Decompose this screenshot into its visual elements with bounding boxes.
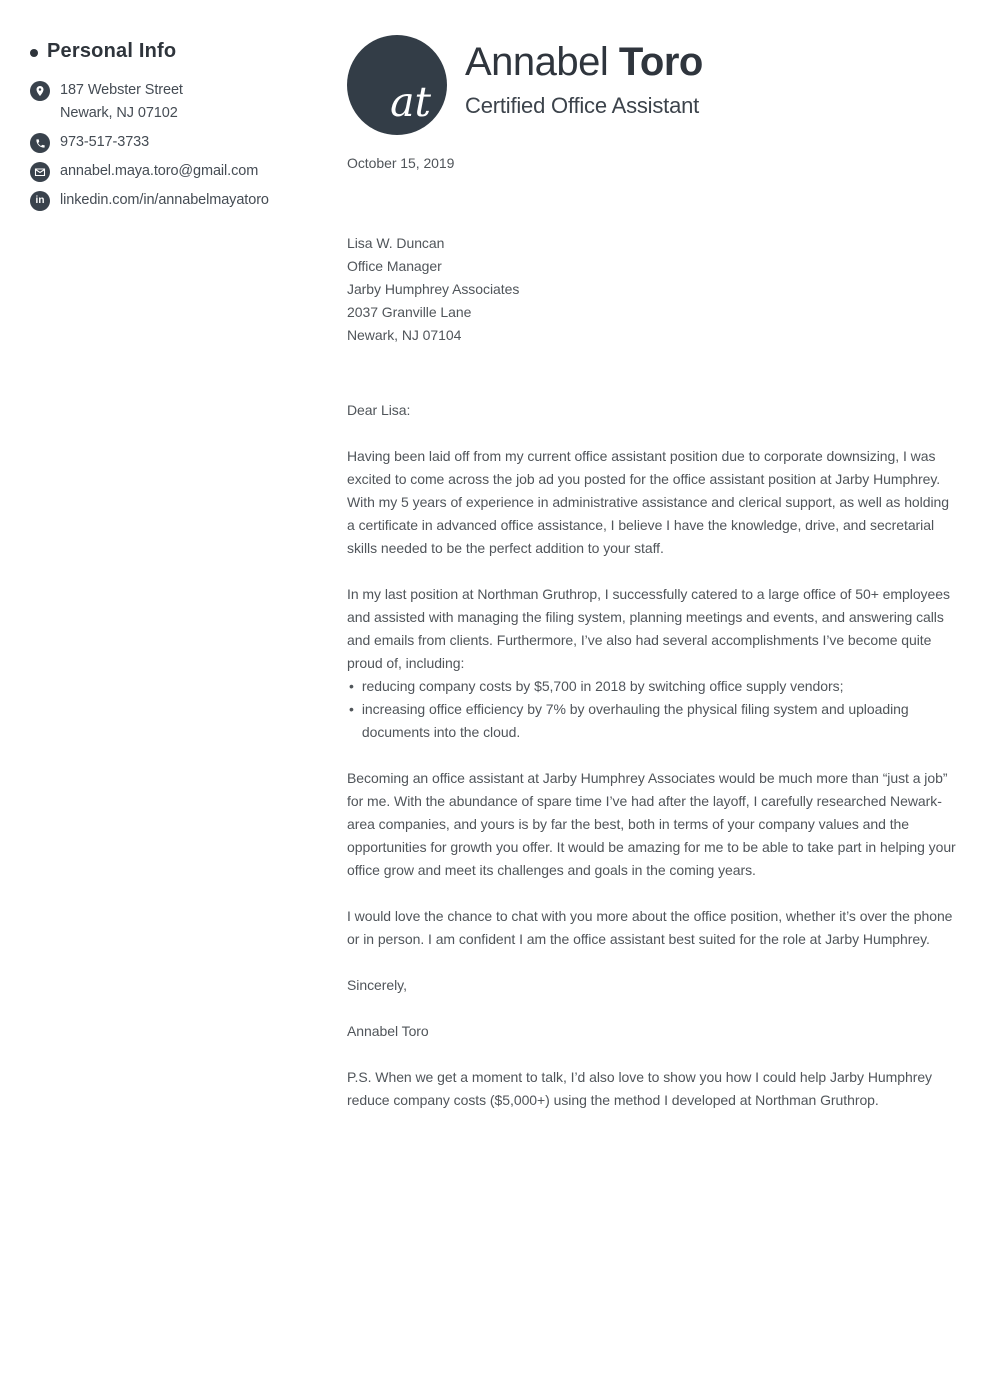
paragraph-experience: In my last position at Northman Gruthrop, I successfully catered to a large office of 50+ employees and assisted with managing the filing system, planning meetings and events, and answering calls and emails from clients. Furthermore, I’ve also had several accomplishments I’ve become quite proud of, including: [347,586,950,671]
bullet-cost-saving: reducing company costs by $5,700 in 2018 by switching office supply vendors; [361,678,844,694]
paragraph-motivation: Becoming an office assistant at Jarby Humphrey Associates would be much more than “just a job” for me. With the abundance of spare time I’ve had after the layoff, I carefully researched Newark-area companies, and yours is by far the best, both in terms of your company values and the opportunities for growth you offer. It would be amazing for me to be able to take part in helping your office grow and meet its challenges and goals in the coming years. [347,770,956,878]
recipient-company: Jarby Humphrey Associates [347,281,520,297]
address-line-2: Newark, NJ 07102 [60,105,178,121]
contact-linkedin [30,189,325,212]
email-text: annabel.maya.toro@gmail.com [60,163,259,179]
person-name [465,40,985,84]
bullet-icon: • [349,678,354,694]
accomplishments-list [347,675,957,744]
linkedin-icon: in [30,191,50,211]
location-icon [30,81,50,101]
linkedin-text: linkedin.com/in/annabelmayatoro [60,192,269,208]
section-bullet-icon [30,49,38,57]
postscript: P.S. When we get a moment to talk, I’d also love to show you how I could help Jarby Humphrey reduce company costs ($5,000+) using the method I developed at Northman Gruthrop. [347,1069,933,1108]
bullet-efficiency: increasing office efficiency by 7% by overhauling the physical filing system and uploading documents into the cloud. [361,701,909,740]
closing: Sincerely, [347,977,407,993]
list-item [347,675,957,698]
contact-address [30,79,325,125]
letter-body [347,152,957,1135]
name-block [465,40,985,119]
job-title: Certified Office Assistant [465,93,700,118]
first-name: Annabel [465,40,619,84]
avatar-initials: at [390,78,431,126]
contact-phone [30,131,325,154]
recipient-name: Lisa W. Duncan [347,235,445,251]
recipient-street: 2037 Granville Lane [347,304,472,320]
address-line-1: 187 Webster Street [60,82,183,98]
recipient-city: Newark, NJ 07104 [347,327,462,343]
personal-info-title: Personal Info [47,40,177,62]
signature: Annabel Toro [347,1023,429,1039]
paragraph-call-to-action: I would love the chance to chat with you more about the office position, whether it’s over the phone or in person. I am confident I am the office assistant best suited for the role at Jarby Humphrey. [347,908,953,947]
letter-date: October 15, 2019 [347,155,455,171]
phone-icon [30,133,50,153]
address-text [60,79,183,125]
contact-email [30,160,325,183]
personal-info-heading [30,40,325,63]
salutation: Dear Lisa: [347,402,411,418]
paragraph-intro: Having been laid off from my current office assistant position due to corporate downsizing, I was excited to come across the job ad you posted for the office assistant position at Jarby Humphrey. With my 5 years of experience in administrative assistance and clerical support, as well as holding a certificate in advanced office assistance, I believe I have the knowledge, drive, and secretarial skills needed to be the perfect addition to your staff. [347,448,950,556]
recipient-title: Office Manager [347,258,442,274]
email-icon [30,162,50,182]
last-name: Toro [618,40,703,84]
bullet-icon: • [349,701,354,717]
phone-text: 973-517-3733 [60,134,150,150]
avatar [347,35,447,135]
list-item [347,698,957,744]
personal-info-sidebar [30,40,325,218]
recipient-block [347,232,957,347]
